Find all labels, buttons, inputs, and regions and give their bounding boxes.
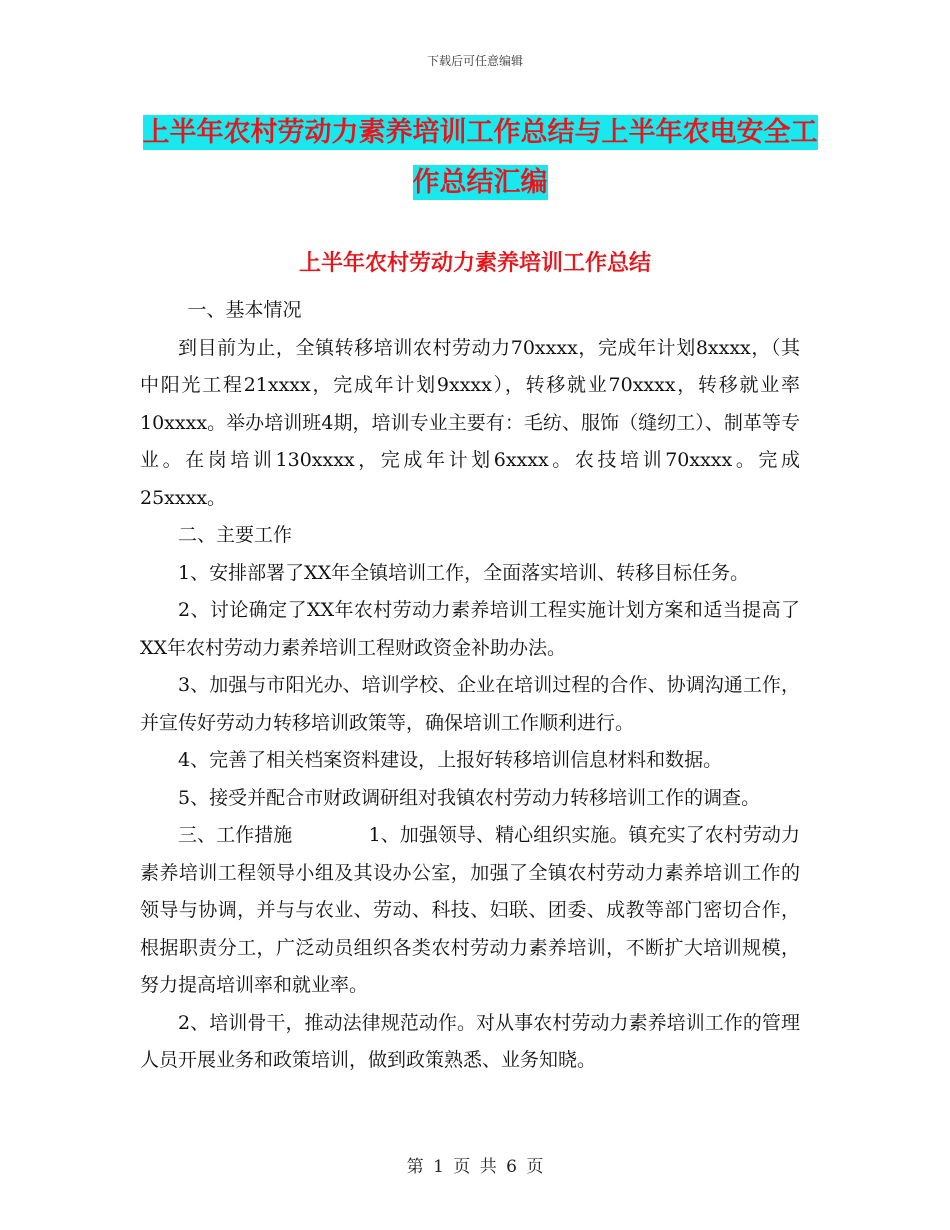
heading-main-work: 二、主要工作 xyxy=(178,524,293,546)
paragraph-basic-situation: 到目前为止，全镇转移培训农村劳动力70xxxx，完成年计划8xxxx，（其中阳光工程21xxxx，完成年计划9xxxx），转移就业70xxxx，转移就业率10xxxx。举办培训班4期，培训专业主要有：毛纺、服饰（缝纫工）、制革等专业。在岗培训130xxxx，完成年计划6xxxx。农技培训70xxxx。完成25xxxx。 xyxy=(140,336,800,509)
page-number-footer: 第 1 页 共 6 页 xyxy=(406,1157,544,1177)
paragraph-work-item-1: 1、安排部署了XX年全镇培训工作，全面落实培训、转移目标任务。 xyxy=(178,561,750,584)
header-note: 下载后可任意编辑 xyxy=(426,54,523,68)
paragraph-work-item-3: 3、加强与市阳光办、培训学校、企业在培训过程的合作、协调沟通工作，并宣传好劳动力转移培训政策等，确保培训工作顺利进行。 xyxy=(140,674,800,734)
paragraph-work-item-4: 4、完善了相关档案资料建设，上报好转移培训信息材料和数据。 xyxy=(178,749,723,771)
document-body xyxy=(140,292,800,1080)
heading-basic-situation: 一、基本情况 xyxy=(187,299,302,321)
document-title xyxy=(140,108,820,208)
document-title-text: 上半年农村劳动力素养培训工作总结与上半年农电安全工作总结汇编 xyxy=(142,117,818,198)
paragraph-work-measures: 三、工作措施 1、加强领导、精心组织实施。镇充实了农村劳动力素养培训工程领导小组及其设办公室，加强了全镇农村劳动力素养培训工作的领导与协调，并与与农业、劳动、科技、妇联、团委、成教等部门密切合作，根据职责分工，广泛动员组织各类农村劳动力素养培训，不断扩大培训规模，努力提高培训率和就业率。 xyxy=(140,824,800,996)
paragraph-work-item-2: 2、讨论确定了XX年农村劳动力素养培训工程实施计划方案和适当提高了XX年农村劳动力素养培训工程财政资金补助办法。 xyxy=(140,599,800,659)
paragraph-work-item-5: 5、接受并配合市财政调研组对我镇农村劳动力转移培训工作的调查。 xyxy=(178,786,761,809)
section-title: 上半年农村劳动力素养培训工作总结 xyxy=(298,251,651,276)
paragraph-measure-item-2: 2、培训骨干，推动法律规范动作。对从事农村劳动力素养培训工作的管理人员开展业务和政策培训，做到政策熟悉、业务知晓。 xyxy=(140,1011,800,1071)
